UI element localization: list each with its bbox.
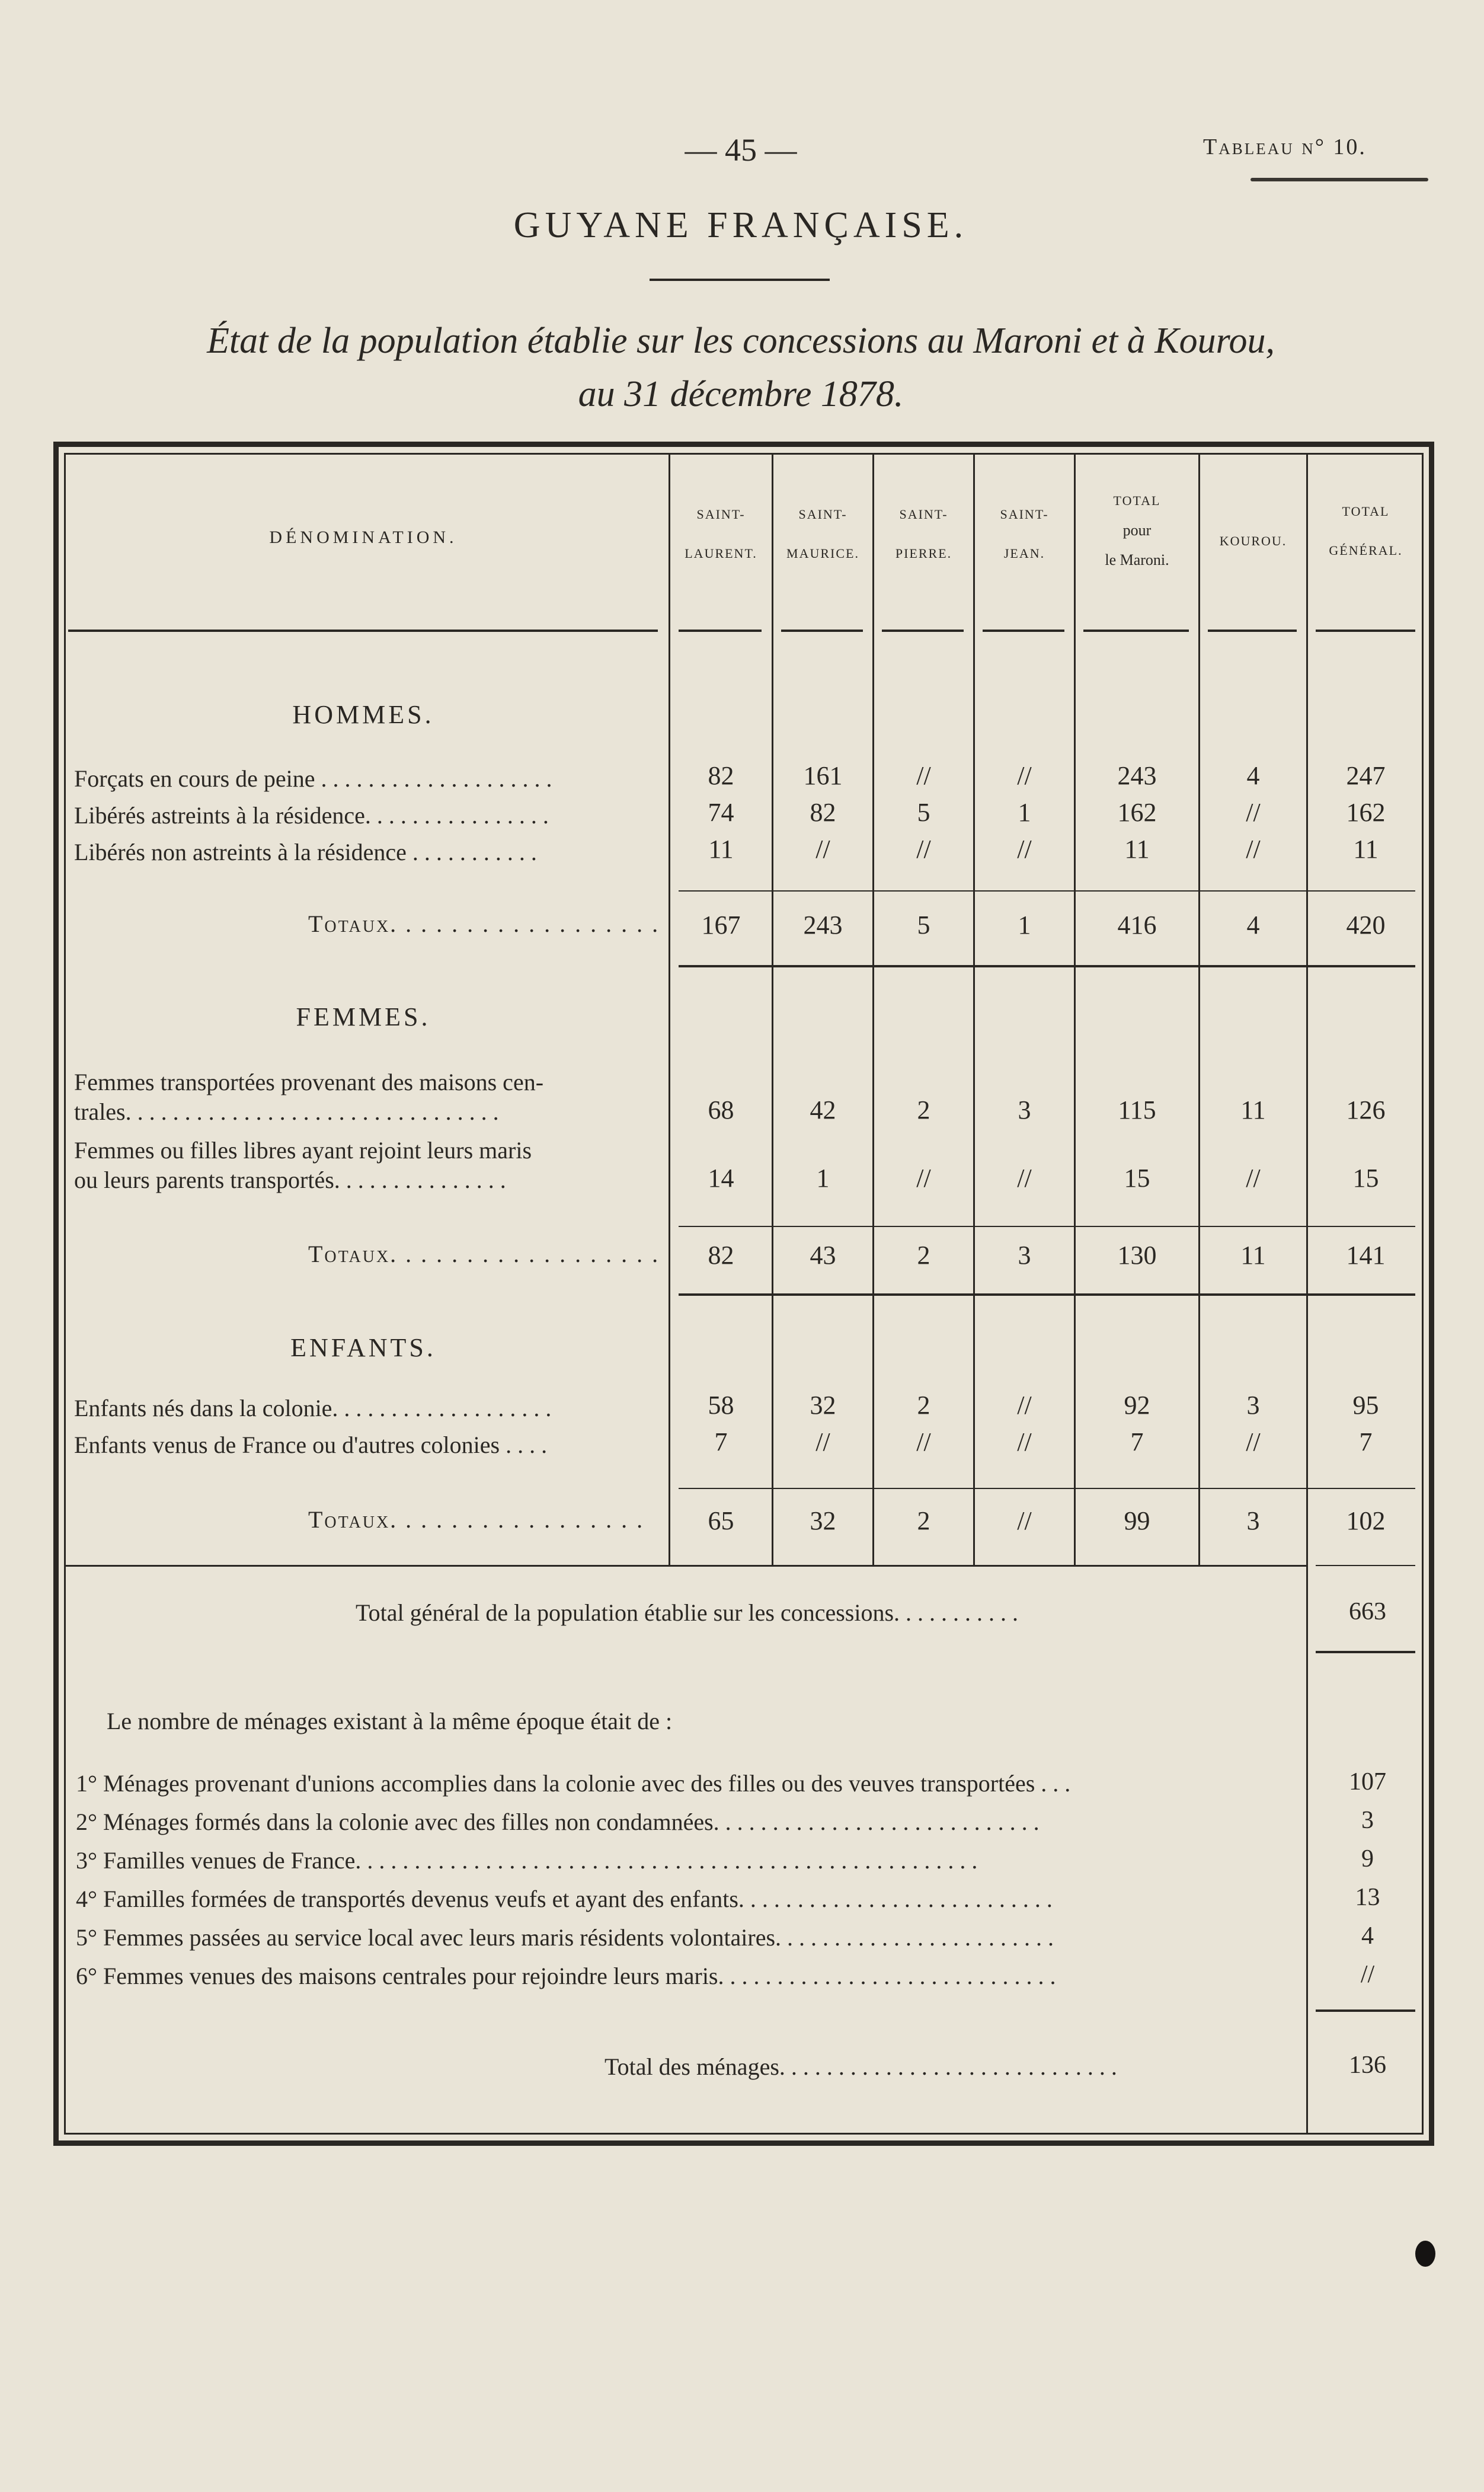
- subtotal-rule: [679, 1488, 1415, 1489]
- menage-item: 3° Familles venues de France. . . . . . . . . . . . . . . . . . . . . . . . . . . . . . . . . . . . . . . . . . . . . . . . . . . . .: [76, 1847, 978, 1874]
- table-cell: //: [815, 1427, 830, 1456]
- total-cell: 82: [708, 1241, 734, 1270]
- row-label: ou leurs parents transportés. . . . . . . . . . . . . . .: [74, 1167, 506, 1193]
- table-cell: 11: [1240, 1095, 1266, 1124]
- menage-item: 1° Ménages provenant d'unions accomplies dans la colonie avec des filles ou des veuves transportées . . .: [76, 1770, 1071, 1797]
- table-cell: 2: [917, 1391, 930, 1420]
- table-cell: 7: [1130, 1427, 1144, 1456]
- table-cell: 7: [714, 1427, 728, 1456]
- total-cell: 416: [1117, 910, 1157, 940]
- menages-total-value: 136: [1349, 2052, 1386, 2079]
- header-rule: [679, 630, 762, 632]
- total-cell: 65: [708, 1506, 734, 1535]
- row-label: Libérés astreints à la résidence. . . . . . . . . . . . . . . .: [74, 802, 549, 829]
- table-cell: 2: [917, 1095, 930, 1124]
- subtotal-rule: [679, 890, 1415, 892]
- section-rule: [679, 965, 1415, 967]
- totaux-label-hommes: Totaux. . . . . . . . . . . . . . . . . .: [308, 910, 660, 937]
- total-column-rule: [1316, 1565, 1415, 1566]
- total-cell: 2: [917, 1506, 930, 1535]
- totaux-label-enfants: Totaux. . . . . . . . . . . . . . . . .: [308, 1506, 645, 1533]
- table-cell: 82: [708, 761, 734, 790]
- totaux-label-femmes: Totaux. . . . . . . . . . . . . . . . . .: [308, 1241, 660, 1267]
- column-header-saint-maurice: [773, 495, 872, 573]
- table-cell: //: [916, 835, 931, 864]
- table-cell: 7: [1359, 1427, 1373, 1456]
- menage-value: 4: [1361, 1922, 1374, 1950]
- column-header-line: SAINT-: [798, 507, 847, 522]
- column-header-line: MAURICE.: [786, 546, 859, 561]
- total-cell: //: [1017, 1506, 1032, 1535]
- table-cell: 68: [708, 1095, 734, 1124]
- row-label: Femmes ou filles libres ayant rejoint leurs maris: [74, 1137, 532, 1164]
- table-cell: //: [1017, 761, 1032, 790]
- total-cell: 141: [1346, 1241, 1386, 1270]
- menages-intro: Le nombre de ménages existant à la même époque était de :: [107, 1708, 673, 1734]
- table-cell: //: [916, 1164, 931, 1193]
- table-cell: 42: [810, 1095, 836, 1124]
- column-header-total-general: [1308, 492, 1424, 570]
- subtotal-rule: [679, 1226, 1415, 1227]
- table-cell: 247: [1346, 761, 1386, 790]
- menages-total-label: Total des ménages. . . . . . . . . . . . . . . . . . . . . . . . . . . . .: [605, 2053, 1117, 2080]
- table-cell: //: [916, 761, 931, 790]
- column-header-line: GÉNÉRAL.: [1329, 543, 1403, 558]
- table-cell: //: [1017, 835, 1032, 864]
- columns-bottom-rule: [64, 1565, 1306, 1567]
- table-cell: //: [1246, 1164, 1261, 1193]
- menage-value: 107: [1349, 1768, 1386, 1795]
- column-header-line: KOUROU.: [1219, 533, 1287, 548]
- total-cell: 11: [1240, 1241, 1266, 1270]
- table-cell: 15: [1352, 1164, 1379, 1193]
- grand-total-value: 663: [1349, 1598, 1386, 1625]
- table-cell: //: [1246, 798, 1261, 827]
- total-cell: 4: [1246, 910, 1260, 940]
- total-cell: 5: [917, 910, 930, 940]
- menage-item: 5° Femmes passées au service local avec leurs maris résidents volontaires. . . . . . . . . . . . . . . . . . . . . . . .: [76, 1924, 1054, 1951]
- column-header-line: LAURENT.: [685, 546, 757, 561]
- total-cell: 2: [917, 1241, 930, 1270]
- table-cell: //: [1246, 835, 1261, 864]
- row-label: Libérés non astreints à la résidence . . . . . . . . . . .: [74, 839, 537, 865]
- table-cell: 32: [810, 1391, 836, 1420]
- row-label: trales. . . . . . . . . . . . . . . . . . . . . . . . . . . . . . . .: [74, 1098, 499, 1125]
- table-cell: //: [1017, 1164, 1032, 1193]
- menage-value: 9: [1361, 1845, 1374, 1873]
- table-cell: //: [1017, 1427, 1032, 1456]
- total-cell: 420: [1346, 910, 1386, 940]
- table-cell: 1: [816, 1164, 830, 1193]
- section-title-femmes: FEMMES.: [296, 1002, 431, 1031]
- menages-total-rule: [1316, 2009, 1415, 2012]
- table-cell: 11: [1353, 835, 1379, 864]
- table-cell: //: [916, 1427, 931, 1456]
- table-cell: 95: [1352, 1391, 1379, 1420]
- table-cell: 162: [1117, 798, 1157, 827]
- table-cell: 11: [708, 835, 734, 864]
- table-cell: 58: [708, 1391, 734, 1420]
- table-cell: 4: [1246, 761, 1260, 790]
- row-label: Forçats en cours de peine . . . . . . . . . . . . . . . . . . . .: [74, 765, 552, 792]
- header-rule: [882, 630, 964, 632]
- tableau-number: Tableau n° 10.: [1203, 135, 1367, 159]
- ink-blot: [1415, 2241, 1435, 2267]
- column-header-line: SAINT-: [696, 507, 746, 522]
- column-header-line: SAINT-: [1000, 507, 1049, 522]
- table-cell: 162: [1346, 798, 1386, 827]
- column-header-line: pour: [1122, 522, 1152, 539]
- row-label: Enfants nés dans la colonie. . . . . . . . . . . . . . . . . . .: [74, 1395, 552, 1421]
- column-header-saint-pierre: [874, 495, 973, 573]
- column-header-line: JEAN.: [1003, 546, 1045, 561]
- menage-value: //: [1360, 1961, 1375, 1988]
- total-cell: 1: [1018, 910, 1031, 940]
- section-title-enfants: ENFANTS.: [290, 1333, 436, 1362]
- column-header-total-maroni: [1076, 486, 1198, 575]
- header-rule: [1208, 630, 1297, 632]
- total-cell: 130: [1117, 1241, 1157, 1270]
- table-cell: 82: [810, 798, 836, 827]
- table-cell: //: [815, 835, 830, 864]
- title-divider: [650, 279, 830, 281]
- section-rule: [679, 1293, 1415, 1296]
- total-cell: 3: [1246, 1506, 1260, 1535]
- row-label: Femmes transportées provenant des maisons cen-: [74, 1069, 544, 1095]
- column-header-line: SAINT-: [899, 507, 948, 522]
- column-header-line: TOTAL: [1342, 504, 1390, 519]
- row-label: Enfants venus de France ou d'autres colonies . . . .: [74, 1432, 548, 1458]
- table-cell: 3: [1018, 1095, 1031, 1124]
- menage-value: 13: [1355, 1884, 1380, 1911]
- table-cell: 126: [1346, 1095, 1386, 1124]
- total-cell: 32: [810, 1506, 836, 1535]
- header-rule: [781, 630, 863, 632]
- total-cell: 102: [1346, 1506, 1386, 1535]
- tableau-underline: [1250, 178, 1428, 181]
- menage-item: 4° Familles formées de transportés devenus veufs et ayant des enfants. . . . . . . . . . . . . . . . . . . . . . . . . . .: [76, 1886, 1053, 1912]
- table-cell: 161: [803, 761, 843, 790]
- total-cell: 43: [810, 1241, 836, 1270]
- table-cell: 5: [917, 798, 930, 827]
- main-title: GUYANE FRANÇAISE.: [513, 205, 968, 245]
- table-cell: 92: [1124, 1391, 1150, 1420]
- table-cell: 74: [708, 798, 734, 827]
- column-header-line: PIERRE.: [895, 546, 952, 561]
- table-cell: //: [1246, 1427, 1261, 1456]
- table-cell: 243: [1117, 761, 1157, 790]
- table-cell: 115: [1118, 1095, 1156, 1124]
- grand-total-label: Total général de la population établie sur les concessions. . . . . . . . . . .: [356, 1599, 1019, 1626]
- total-cell: 3: [1018, 1241, 1031, 1270]
- grand-total-rule: [1316, 1651, 1415, 1653]
- total-cell: 99: [1124, 1506, 1150, 1535]
- denomination-header: DÉNOMINATION.: [269, 528, 458, 547]
- total-cell: 243: [803, 910, 843, 940]
- menage-item: 2° Ménages formés dans la colonie avec des filles non condamnées. . . . . . . . . . . . . . . . . . . . . . . . . . . .: [76, 1809, 1040, 1835]
- menage-value: 3: [1361, 1807, 1374, 1834]
- header-rule: [983, 630, 1064, 632]
- table-cell: 11: [1124, 835, 1150, 864]
- table-cell: 3: [1246, 1391, 1260, 1420]
- column-header-saint-jean: [975, 495, 1074, 573]
- header-rule: [68, 630, 658, 632]
- subtitle-line-2: au 31 décembre 1878.: [578, 374, 904, 414]
- menage-item: 6° Femmes venues des maisons centrales pour rejoindre leurs maris. . . . . . . . . . . . . . . . . . . . . . . . . . . . .: [76, 1963, 1056, 1989]
- table-cell: 1: [1018, 798, 1031, 827]
- total-cell: 167: [701, 910, 741, 940]
- section-title-hommes: HOMMES.: [292, 700, 434, 729]
- table-cell: 14: [708, 1164, 734, 1193]
- subtitle-line-1: État de la population établie sur les concessions au Maroni et à Kourou,: [207, 321, 1275, 361]
- column-header-kourou: [1200, 522, 1306, 561]
- table-cell: 15: [1124, 1164, 1150, 1193]
- column-header-line: TOTAL: [1113, 493, 1161, 508]
- header-rule: [1083, 630, 1189, 632]
- page-number: — 45 —: [685, 132, 797, 168]
- header-rule: [1316, 630, 1415, 632]
- column-header-saint-laurent: [670, 495, 772, 573]
- table-cell: //: [1017, 1391, 1032, 1420]
- column-header-line: le Maroni.: [1105, 551, 1169, 568]
